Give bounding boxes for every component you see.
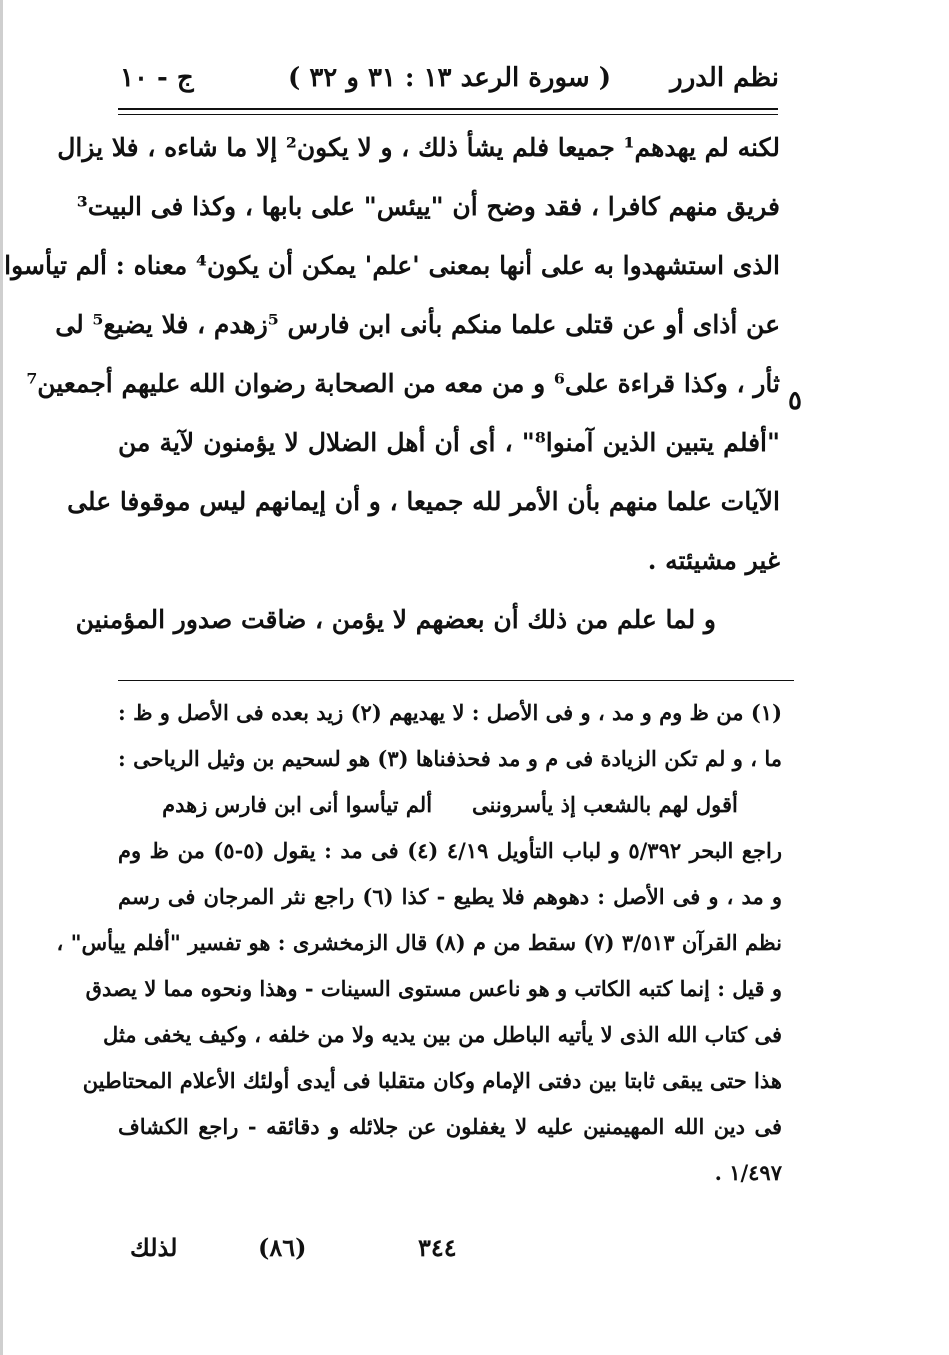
verse-hemistich-1: أقول لهم بالشعب إذ يأسروننى	[472, 792, 738, 817]
footnote-line: و مد ، و فى الأصل : دهوهم فلا يطيع - كذا (٦) راجع نثر المرجان فى رسم	[118, 884, 782, 909]
line-number-marker: ٥	[788, 386, 802, 416]
page-edge	[0, 0, 3, 1355]
footnote-line: فى كتاب الله الذى لا يأتيه الباطل من بين يديه ولا من خلفه ، وكيف يخفى مثل	[103, 1022, 782, 1047]
footnote-line: ١/٤٩٧ .	[714, 1160, 782, 1185]
footnote-line: (١) من ظ وم و مد ، و فى الأصل : لا يهديهم (٢) زيد بعده فى الأصل و ظ :	[118, 700, 782, 725]
running-header	[120, 58, 779, 98]
footnotes	[56, 690, 783, 1196]
footnote-line: هذا حتى يبقى ثابتا بين دفتى الإمام وكان متقلبا فى أيدى أولئك الأعلام المحتاطين	[82, 1068, 782, 1093]
text-line: الذى استشهدوا به على أنها بمعنى 'علم' يمكن أن يكون⁴ معناه : ألم تيأسوا	[4, 251, 780, 280]
surah-reference: ( سورة الرعد ١٣ : ٣١ و ٣٢ )	[287, 63, 612, 93]
header-rule-top	[118, 108, 778, 110]
page-number: ٣٤٤	[418, 1233, 457, 1262]
footnote-line: راجع البحر ٥/٣٩٢ و لباب التأويل ٤/١٩ (٤) فى مد : يقول (٥-٥) من ظ وم	[118, 838, 783, 863]
catchword: لذلك	[130, 1233, 178, 1262]
text-line: عن أذاى أو عن قتلى علما منكم بأنى ابن فارس ⁵زهدم ، فلا يضيع⁵ لى	[55, 310, 780, 339]
text-line: "أفلم يتبين الذين آمنوا⁸" ، أى أن أهل الضلال لا يؤمنون لآية من	[118, 428, 781, 457]
paragraph-line: و لما علم من ذلك أن بعضهم لا يؤمن ، ضاقت صدور المؤمنين	[75, 605, 716, 634]
footnote-line: و قيل : إنما كتبه الكاتب و هو ناعس مستوى السينات - وهذا ونحوه مما لا يصدق	[85, 976, 782, 1001]
text-line: غير مشيئته .	[647, 546, 780, 575]
footnote-line: نظم القرآن ٣/٥١٣ (٧) سقط من م (٨) قال الزمخشرى : هو تفسير "أفلم ييأس" ،	[56, 930, 782, 955]
footnote-rule	[118, 680, 794, 681]
volume-number: ج - ١٠	[120, 63, 194, 93]
text-line: فريق منهم كافرا ، فقد وضح أن "ييئس" على بابها ، وكذا فى البيت³	[76, 192, 780, 221]
footnote-line: ما ، و لم تكن الزيادة فى م و مد فحذفناها (٣) هو لسحيم بن وثيل الرياحى :	[118, 746, 782, 771]
header-rule-bottom	[118, 114, 778, 115]
poetry-verse	[118, 782, 782, 828]
verse-hemistich-2: ألم تيأسوا أنى ابن فارس زهدم	[162, 792, 433, 817]
text-line: ثأر ، وكذا قراءة على⁶ و من معه من الصحابة رضوان الله عليهم أجمعين⁷	[26, 369, 780, 398]
page-footer	[118, 1228, 778, 1268]
footnote-line: فى دين الله المهيمنين عليه لا يغفلون عن جلائله و دقائقه - راجع الكشاف	[118, 1114, 782, 1139]
text-line: لكنه لم يهدهم¹ جميعا فلم يشأ ذلك ، و لا يكون² إلا ما شاءه ، فلا يزال	[57, 133, 780, 162]
signature-number: (٨٦)	[258, 1233, 307, 1262]
book-title: نظم الدرر	[670, 63, 779, 93]
text-line: الآيات علما منهم بأن الأمر لله جميعا ، و أن إيمانهم ليس موقوفا على	[67, 487, 780, 516]
main-text	[4, 118, 781, 649]
